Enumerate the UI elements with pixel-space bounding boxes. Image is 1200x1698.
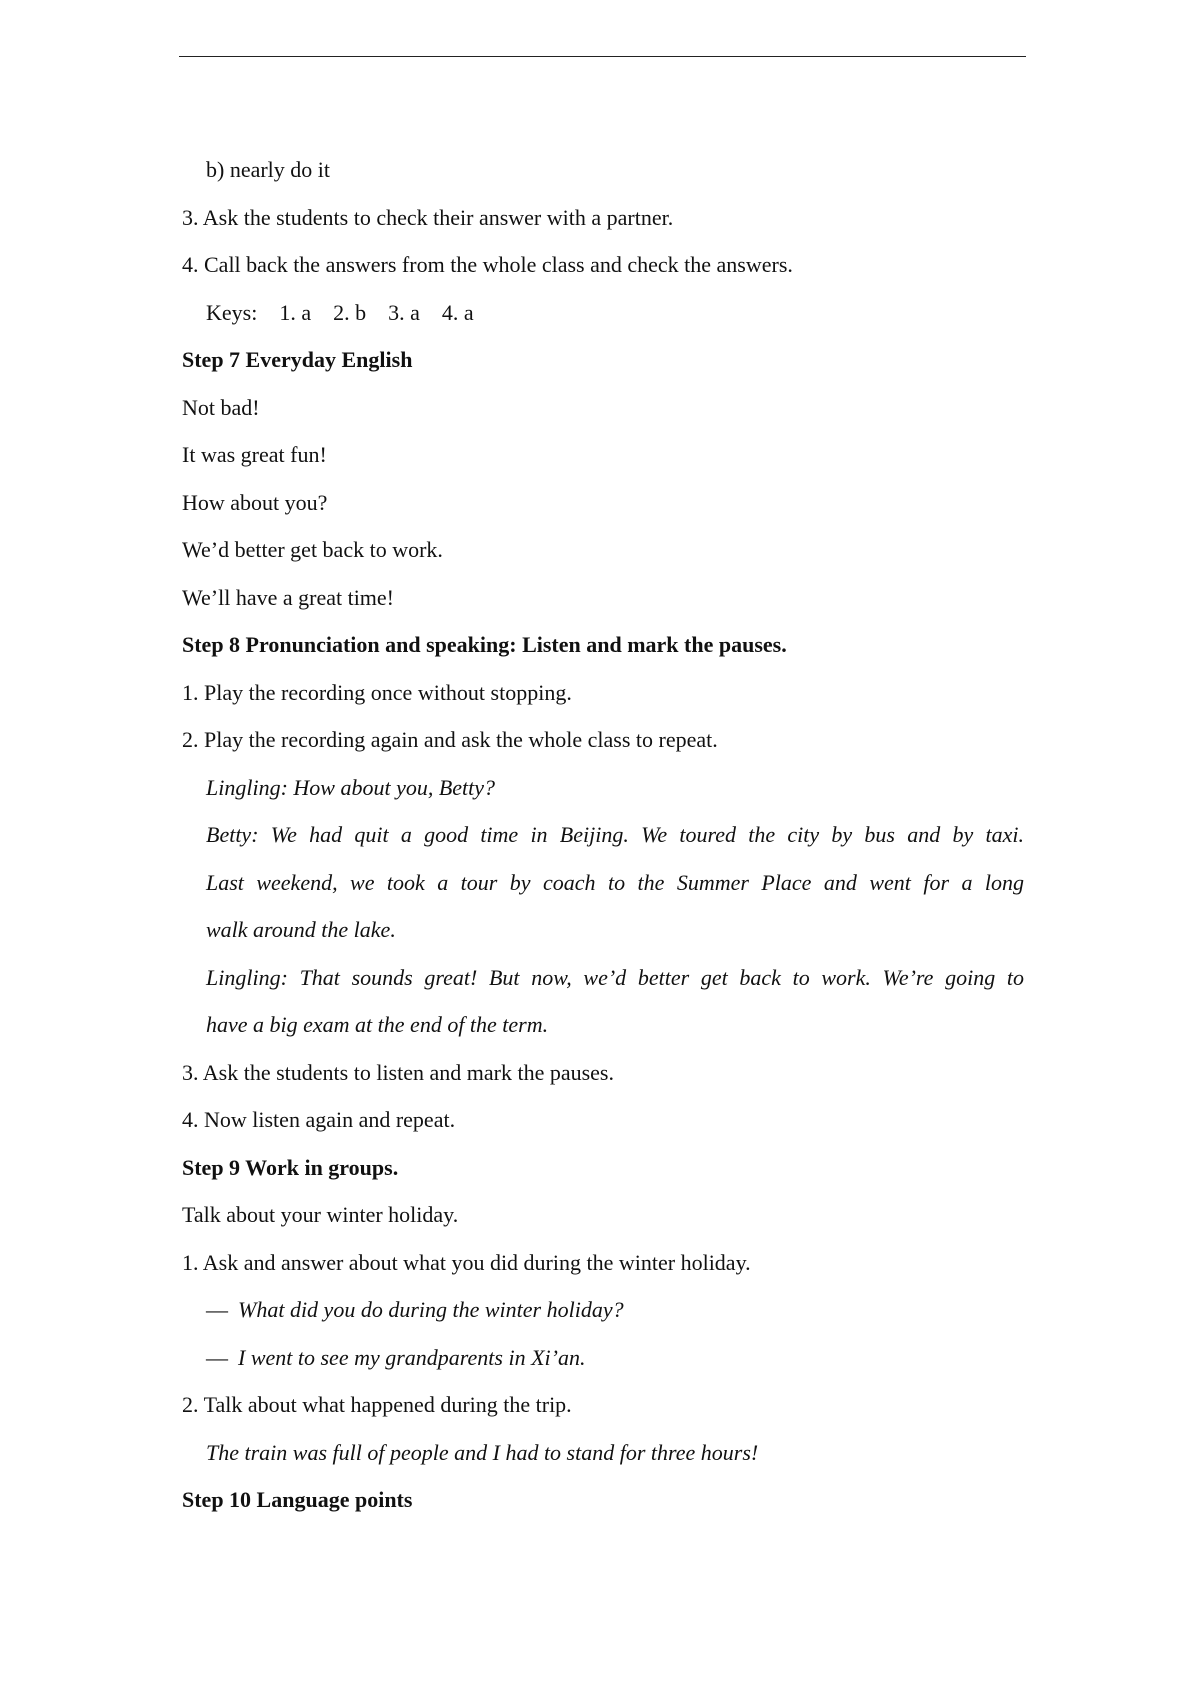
answer-keys (182, 289, 1024, 337)
header-rule (179, 56, 1026, 57)
dash: — (206, 1297, 228, 1322)
step8-item-1: 1. Play the recording once without stopping. (182, 679, 572, 705)
step7-heading: Step 7 Everyday English (182, 347, 413, 372)
dialogue-line-5: Lingling: That sounds great! But now, we’d better get back to work. We’re going to (206, 964, 1024, 990)
key-4: 4. a (441, 299, 474, 325)
sample-question (182, 1286, 1024, 1334)
step8-item-3: 3. Ask the students to listen and mark the pauses. (182, 1059, 614, 1085)
step10-heading: Step 10 Language points (182, 1487, 413, 1512)
dialogue-line-2: Betty: We had quit a good time in Beijing. We toured the city by bus and by taxi. (206, 822, 1024, 847)
phrase-not-bad: Not bad! (182, 394, 260, 420)
step9-intro: Talk about your winter holiday. (182, 1202, 459, 1227)
step9-item-2: 2. Talk about what happened during the trip. (182, 1392, 572, 1417)
dialogue-line-3: Last weekend, we took a tour by coach to the Summer Place and went for a long (206, 869, 1024, 895)
dialogue-line-4: walk around the lake. (206, 917, 396, 942)
sample-question-text: What did you do during the winter holiday? (238, 1297, 624, 1322)
option-b-line: b) nearly do it (206, 157, 331, 182)
trip-example: The train was full of people and I had to stand for three hours! (206, 1439, 759, 1465)
step8-item-4: 4. Now listen again and repeat. (182, 1107, 456, 1132)
step9-heading: Step 9 Work in groups. (182, 1154, 399, 1180)
step9-item-1: 1. Ask and answer about what you did during the winter holiday. (182, 1249, 751, 1275)
key-3: 3. a (388, 299, 420, 325)
document-body (182, 146, 1024, 1524)
key-1: 1. a (279, 299, 312, 325)
sample-answer-text: I went to see my grandparents in Xi’an. (238, 1344, 586, 1370)
sample-answer (182, 1334, 1024, 1382)
dash: — (206, 1344, 228, 1370)
instruction-3: 3. Ask the students to check their answer with a partner. (182, 204, 674, 230)
phrase-back-to-work: We’d better get back to work. (182, 537, 443, 562)
step8-heading: Step 8 Pronunciation and speaking: Listen and mark the pauses. (182, 632, 787, 657)
phrase-how-about-you: How about you? (182, 489, 328, 515)
instruction-4: 4. Call back the answers from the whole class and check the answers. (182, 252, 793, 277)
keys-label: Keys: (206, 299, 258, 325)
key-2: 2. b (333, 299, 367, 325)
step8-item-2: 2. Play the recording again and ask the whole class to repeat. (182, 727, 718, 752)
dialogue-line-1: Lingling: How about you, Betty? (206, 774, 496, 800)
dialogue-line-6: have a big exam at the end of the term. (206, 1012, 549, 1037)
phrase-great-time: We’ll have a great time! (182, 584, 395, 610)
phrase-great-fun: It was great fun! (182, 442, 327, 467)
